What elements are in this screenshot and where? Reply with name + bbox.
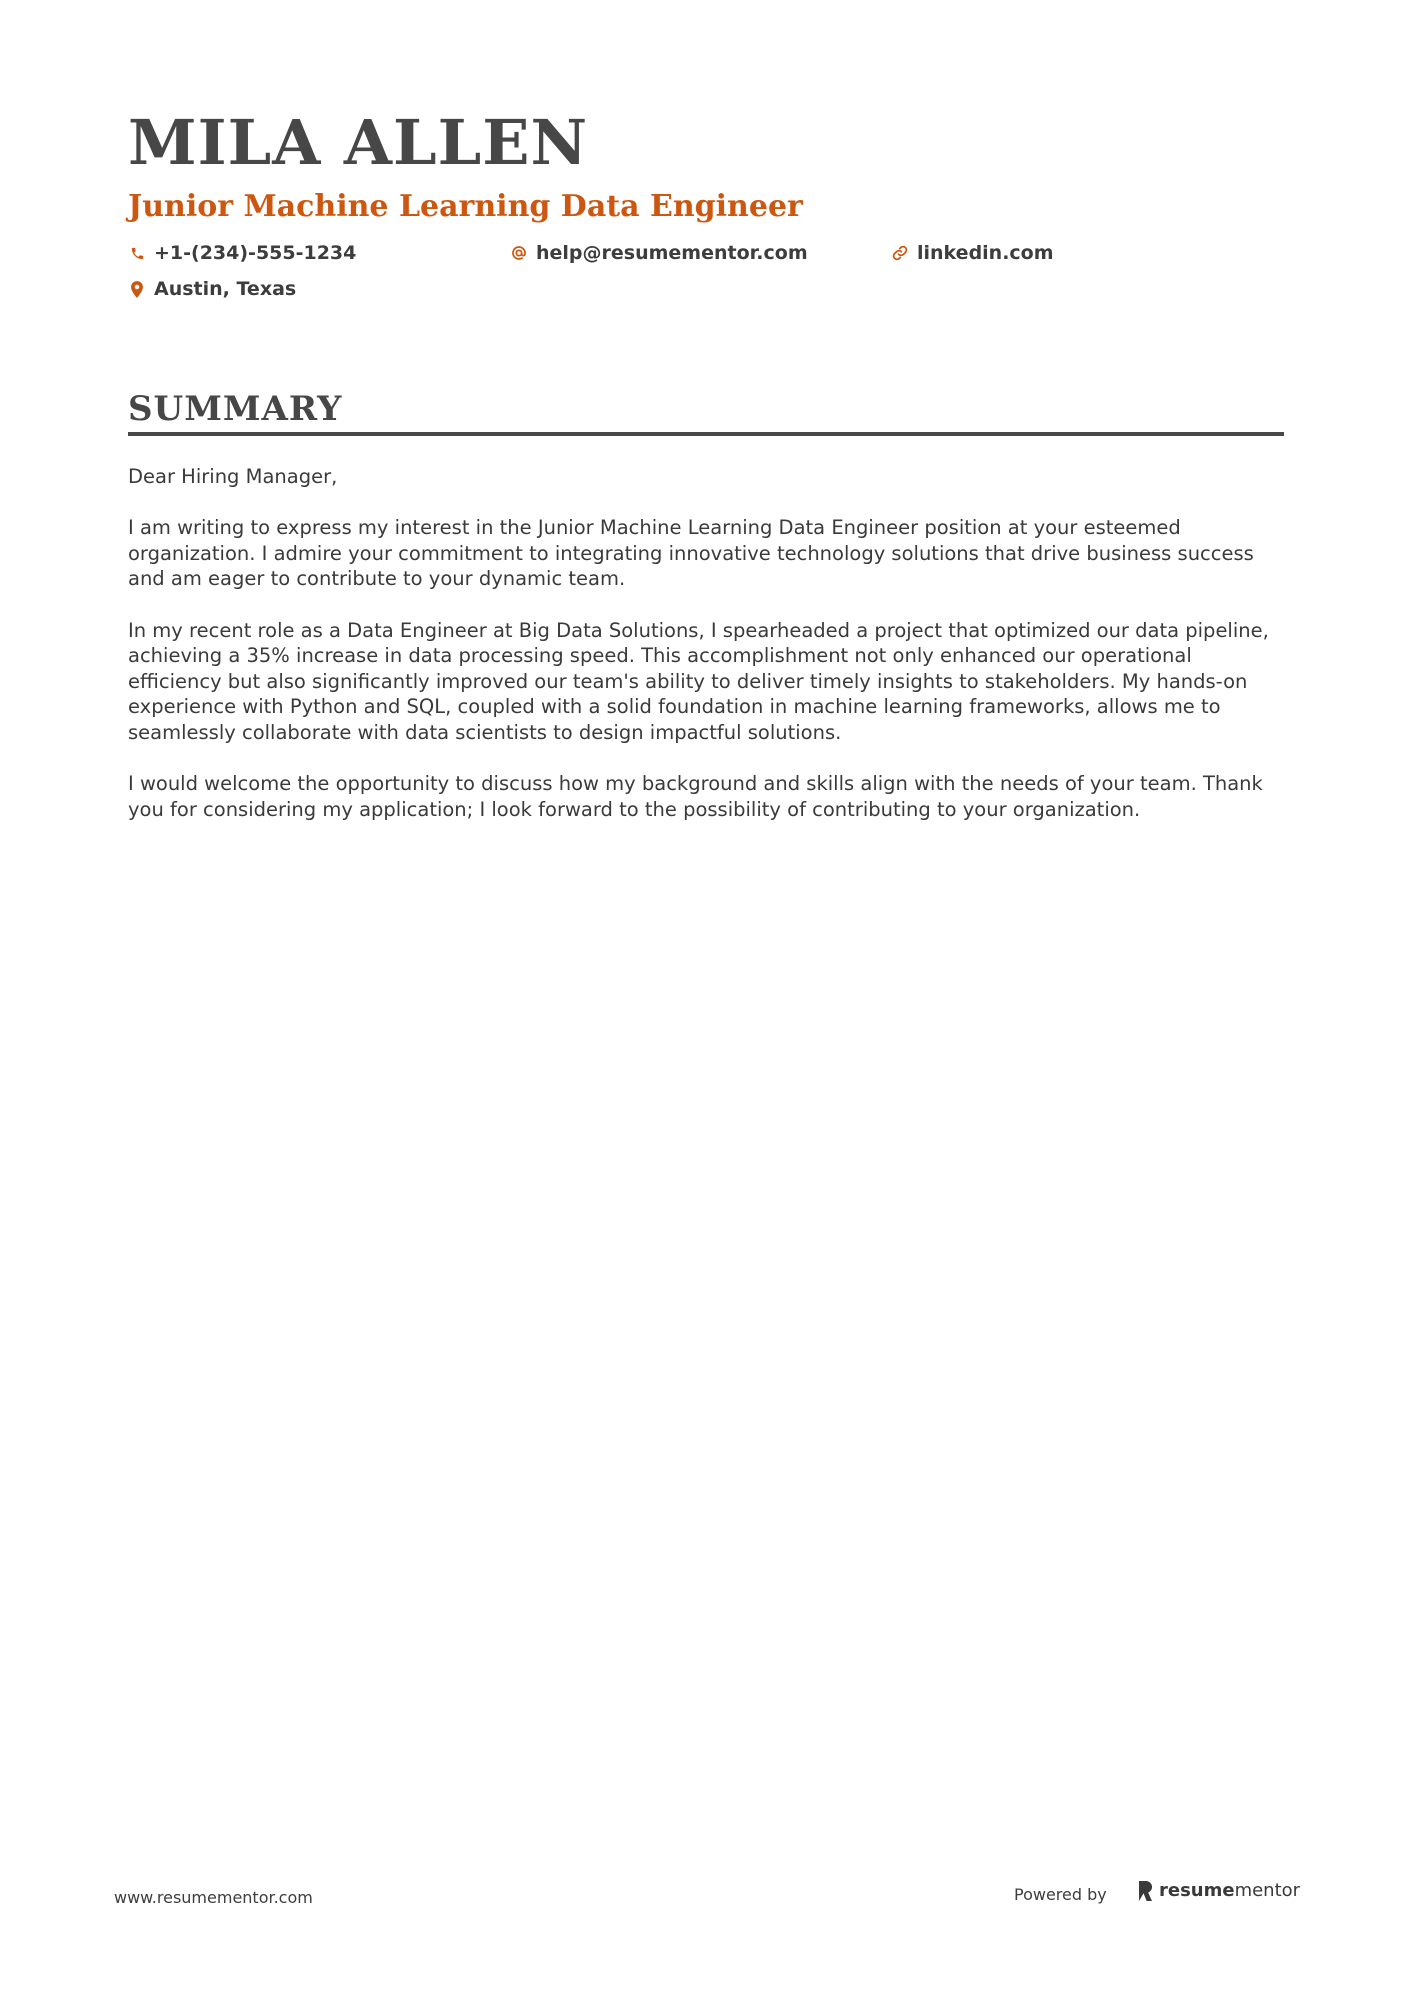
brand-logo (1137, 1880, 1300, 1901)
link-icon (891, 244, 909, 262)
paragraph-1: I am writing to express my interest in the Junior Machine Learning Data Engineer position at your esteemed organization. I admire your commitment to integrating innovative technology solutions that drive business success and am eager to contribute to your dynamic team. (128, 516, 1254, 591)
brand-name-bold: resume (1159, 1880, 1235, 1901)
contact-phone (128, 240, 356, 266)
location-text: Austin, Texas (154, 278, 297, 300)
link-text: linkedin.com (917, 242, 1054, 264)
summary-heading: SUMMARY (128, 389, 343, 429)
letter-body (128, 464, 1288, 848)
email-text: help@resumementor.com (536, 242, 808, 264)
candidate-name: MILA ALLEN (128, 106, 589, 179)
phone-icon (128, 244, 146, 262)
greeting: Dear Hiring Manager, (128, 465, 338, 488)
resumementor-logo-icon (1137, 1881, 1153, 1901)
job-title: Junior Machine Learning Data Engineer (128, 189, 803, 224)
phone-text: +1-(234)-555-1234 (154, 242, 357, 264)
contact-location (128, 276, 296, 302)
section-divider (128, 432, 1284, 436)
contact-link (891, 240, 1054, 266)
paragraph-2: In my recent role as a Data Engineer at Big Data Solutions, I spearheaded a project that optimized our data pipeline, achieving a 35% increase in data processing speed. This accomplishment not only enhanced our operational efficiency but also significantly improved our team's ability to deliver timely insights to stakeholders. My hands-on experience with Python and SQL, coupled with a solid foundation in machine learning frameworks, allows me to seamlessly collaborate with data scientists to design impactful solutions. (128, 618, 1269, 744)
brand-name-light: mentor (1234, 1880, 1301, 1901)
location-pin-icon (128, 280, 146, 298)
at-icon (510, 244, 528, 262)
contact-email (510, 240, 808, 266)
paragraph-3: I would welcome the opportunity to discuss how my background and skills align with the needs of your team. Thank you for considering my application; I look forward to the possibility of contributing to your organization. (128, 772, 1263, 821)
powered-by-label: Powered by (1014, 1885, 1107, 1904)
footer-url: www.resumementor.com (114, 1888, 313, 1907)
